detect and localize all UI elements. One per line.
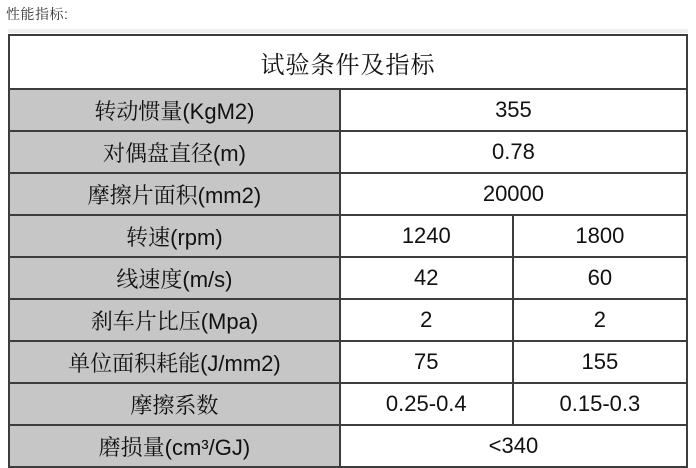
table-row [9, 215, 687, 257]
table-row [9, 299, 687, 341]
row-value: 0.25-0.4 [340, 383, 513, 425]
row-label: 摩擦系数 [9, 383, 340, 425]
row-value: <340 [340, 425, 687, 467]
row-label: 线速度(m/s) [9, 257, 340, 299]
row-value: 75 [340, 341, 513, 383]
table-row [9, 383, 687, 425]
table-header-row [9, 35, 687, 89]
row-value: 0.78 [340, 131, 687, 173]
row-label: 磨损量(cm³/GJ) [9, 425, 340, 467]
row-value: 1240 [340, 215, 513, 257]
row-label: 对偶盘直径(m) [9, 131, 340, 173]
table-row [9, 341, 687, 383]
row-value: 42 [340, 257, 513, 299]
row-value: 155 [513, 341, 687, 383]
row-value: 0.15-0.3 [513, 383, 687, 425]
spec-table [8, 34, 688, 468]
table-title: 试验条件及指标 [9, 35, 687, 89]
page-title: 性能指标: [6, 6, 69, 22]
row-value: 2 [340, 299, 513, 341]
table-row [9, 131, 687, 173]
row-value: 2 [513, 299, 687, 341]
table-row [9, 425, 687, 467]
row-label: 摩擦片面积(mm2) [9, 173, 340, 215]
row-label: 转速(rpm) [9, 215, 340, 257]
table-row [9, 257, 687, 299]
divider [8, 29, 688, 33]
row-value: 355 [340, 89, 687, 131]
row-label: 单位面积耗能(J/mm2) [9, 341, 340, 383]
table-row [9, 173, 687, 215]
row-value: 60 [513, 257, 687, 299]
row-value: 1800 [513, 215, 687, 257]
table-row [9, 89, 687, 131]
row-label: 刹车片比压(Mpa) [9, 299, 340, 341]
row-value: 20000 [340, 173, 687, 215]
row-label: 转动惯量(KgM2) [9, 89, 340, 131]
